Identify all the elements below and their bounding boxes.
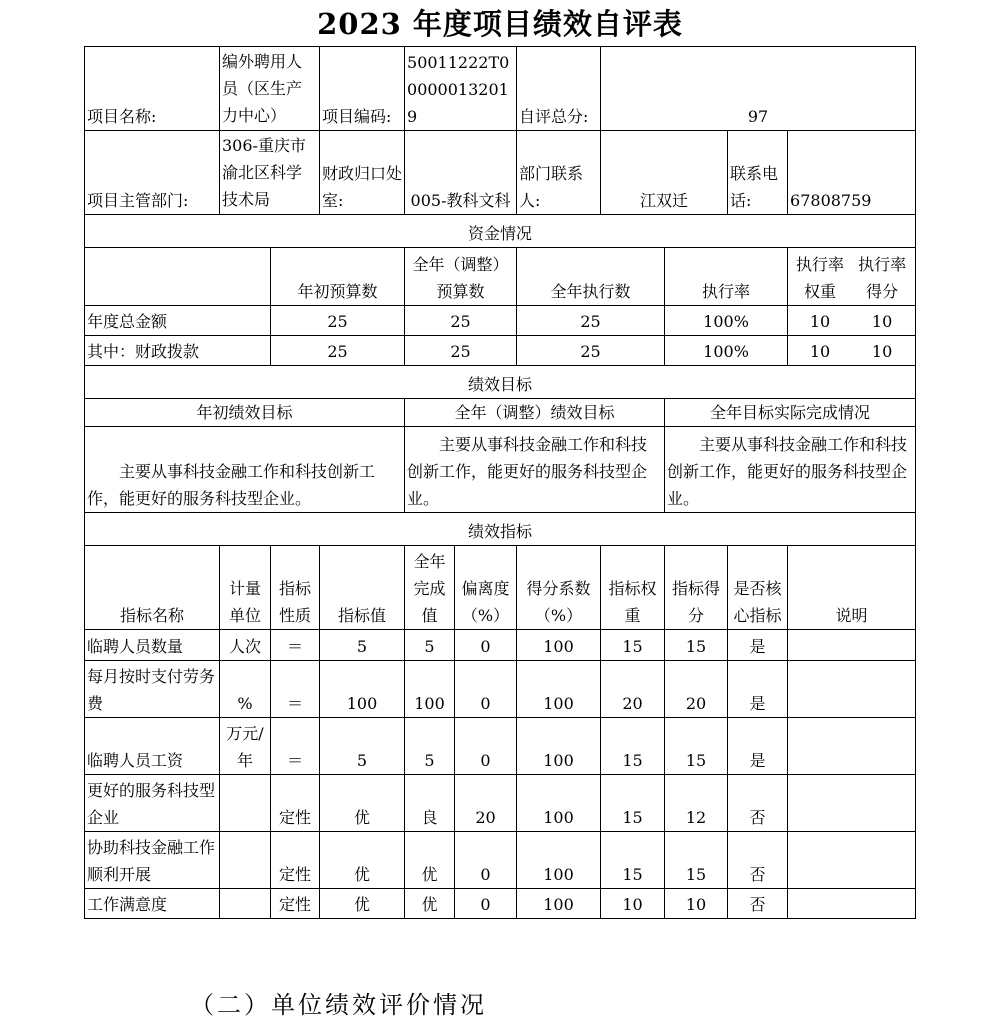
ind-unit: 万元/年: [220, 718, 271, 775]
ind-name: 更好的服务科技型企业: [85, 775, 220, 832]
goals-section-title: 绩效目标: [85, 366, 916, 399]
project-name-value: 编外聘用人员（区生产力中心）: [220, 47, 320, 131]
ind-note: [788, 630, 916, 661]
indicator-row: [85, 630, 916, 661]
ind-coef: 100: [517, 775, 601, 832]
ind-dev: 0: [455, 661, 517, 718]
funds-row-score: 10: [871, 312, 893, 331]
funds-row: [85, 306, 916, 336]
ind-dev: 0: [455, 832, 517, 889]
ind-name: 临聘人员工资: [85, 718, 220, 775]
funds-col-rate: 执行率: [665, 248, 788, 306]
funds-row-adjusted: 25: [405, 306, 517, 336]
finance-label: 财政归口处室:: [320, 131, 405, 215]
phone-value: 67808759: [788, 131, 916, 215]
goals-col-adjusted: 全年（调整）绩效目标: [405, 399, 665, 427]
funds-row-weight-score: [788, 336, 916, 366]
dept-label: 项目主管部门:: [85, 131, 220, 215]
goals-col-actual: 全年目标实际完成情况: [665, 399, 916, 427]
finance-value: 005-教科文科: [405, 131, 517, 215]
funds-col-adjusted: 全年（调整）预算数: [405, 248, 517, 306]
funds-row-weight: 10: [809, 312, 831, 331]
ind-col-dev: 偏离度（%）: [455, 546, 517, 630]
ind-nature: 定性: [271, 889, 320, 919]
ind-col-core: 是否核心指标: [728, 546, 788, 630]
ind-note: [788, 832, 916, 889]
ind-nature: 定性: [271, 775, 320, 832]
ind-dev: 20: [455, 775, 517, 832]
funds-row-score: 10: [871, 342, 893, 361]
ind-weight: 10: [601, 889, 665, 919]
ind-dev: 0: [455, 630, 517, 661]
ind-unit: [220, 832, 271, 889]
ind-core: 是: [728, 718, 788, 775]
funds-row-executed: 25: [517, 306, 665, 336]
evaluation-table: [84, 46, 916, 919]
goals-col-initial: 年初绩效目标: [85, 399, 405, 427]
ind-score: 15: [665, 718, 728, 775]
funds-row-rate: 100%: [665, 306, 788, 336]
ind-unit: %: [220, 661, 271, 718]
phone-label: 联系电话:: [728, 131, 788, 215]
ind-weight: 15: [601, 630, 665, 661]
funds-col-score: 执行率得分: [858, 255, 907, 301]
ind-nature: ＝: [271, 661, 320, 718]
ind-core: 是: [728, 630, 788, 661]
funds-row-executed: 25: [517, 336, 665, 366]
ind-col-name: 指标名称: [85, 546, 220, 630]
ind-name: 每月按时支付劳务费: [85, 661, 220, 718]
funds-row-rate: 100%: [665, 336, 788, 366]
ind-value: 5: [320, 630, 405, 661]
score-label: 自评总分:: [517, 47, 601, 131]
funds-col-weight: 执行率权重: [796, 255, 845, 301]
ind-col-value: 指标值: [320, 546, 405, 630]
ind-done: 优: [405, 832, 455, 889]
funds-row-adjusted: 25: [405, 336, 517, 366]
score-value: 97: [601, 47, 916, 131]
indicator-row: [85, 832, 916, 889]
ind-coef: 100: [517, 832, 601, 889]
ind-col-nature: 指标性质: [271, 546, 320, 630]
project-code-value: 50011222T000000132019: [405, 47, 517, 131]
funds-col-executed: 全年执行数: [517, 248, 665, 306]
ind-name: 协助科技金融工作顺利开展: [85, 832, 220, 889]
ind-value: 100: [320, 661, 405, 718]
ind-col-unit: 计量单位: [220, 546, 271, 630]
ind-value: 优: [320, 832, 405, 889]
ind-score: 10: [665, 889, 728, 919]
ind-weight: 15: [601, 775, 665, 832]
funds-row-weight-score: [788, 306, 916, 336]
ind-weight: 20: [601, 661, 665, 718]
ind-unit: 人次: [220, 630, 271, 661]
ind-score: 20: [665, 661, 728, 718]
funds-row-weight: 10: [809, 342, 831, 361]
funds-col-weight-score: [788, 248, 916, 306]
ind-nature: 定性: [271, 832, 320, 889]
ind-dev: 0: [455, 889, 517, 919]
indicators-section-title: 绩效指标: [85, 513, 916, 546]
ind-core: 否: [728, 889, 788, 919]
ind-col-coef: 得分系数（%）: [517, 546, 601, 630]
ind-note: [788, 775, 916, 832]
ind-unit: [220, 775, 271, 832]
ind-col-score: 指标得分: [665, 546, 728, 630]
ind-coef: 100: [517, 661, 601, 718]
dept-value: 306-重庆市渝北区科学技术局: [220, 131, 320, 215]
funds-row: [85, 336, 916, 366]
indicator-row: [85, 718, 916, 775]
ind-value: 优: [320, 775, 405, 832]
goals-initial-text: 主要从事科技金融工作和科技创新工作，能更好的服务科技型企业。: [85, 427, 405, 513]
ind-coef: 100: [517, 630, 601, 661]
ind-value: 优: [320, 889, 405, 919]
ind-value: 5: [320, 718, 405, 775]
ind-score: 15: [665, 630, 728, 661]
indicator-row: [85, 889, 916, 919]
ind-weight: 15: [601, 832, 665, 889]
funds-row-label: 年度总金额: [85, 306, 271, 336]
ind-name: 工作满意度: [85, 889, 220, 919]
goals-actual-text: 主要从事科技金融工作和科技创新工作，能更好的服务科技型企业。: [665, 427, 916, 513]
page-title: 2023 年度项目绩效自评表: [317, 7, 683, 41]
ind-done: 5: [405, 630, 455, 661]
contact-label: 部门联系人:: [517, 131, 601, 215]
ind-nature: ＝: [271, 630, 320, 661]
ind-coef: 100: [517, 718, 601, 775]
ind-note: [788, 661, 916, 718]
ind-col-weight: 指标权重: [601, 546, 665, 630]
goals-adjusted-text: 主要从事科技金融工作和科技创新工作，能更好的服务科技型企业。: [405, 427, 665, 513]
funds-row-label: 其中：财政拨款: [85, 336, 271, 366]
ind-unit: [220, 889, 271, 919]
contact-value: 江双迁: [601, 131, 728, 215]
funds-row-initial: 25: [271, 336, 405, 366]
ind-col-done: 全年完成值: [405, 546, 455, 630]
indicator-row: [85, 661, 916, 718]
funds-row-initial: 25: [271, 306, 405, 336]
ind-col-note: 说明: [788, 546, 916, 630]
ind-core: 否: [728, 775, 788, 832]
indicator-row: [85, 775, 916, 832]
ind-done: 优: [405, 889, 455, 919]
ind-score: 15: [665, 832, 728, 889]
ind-dev: 0: [455, 718, 517, 775]
ind-core: 否: [728, 832, 788, 889]
ind-coef: 100: [517, 889, 601, 919]
funds-section-title: 资金情况: [85, 215, 916, 248]
ind-note: [788, 889, 916, 919]
ind-name: 临聘人员数量: [85, 630, 220, 661]
project-name-label: 项目名称:: [85, 47, 220, 131]
ind-done: 100: [405, 661, 455, 718]
ind-note: [788, 718, 916, 775]
ind-score: 12: [665, 775, 728, 832]
section-heading: （二）单位绩效评价情况: [190, 991, 487, 1019]
ind-weight: 15: [601, 718, 665, 775]
funds-col-initial: 年初预算数: [271, 248, 405, 306]
project-code-label: 项目编码:: [320, 47, 405, 131]
ind-done: 5: [405, 718, 455, 775]
ind-nature: ＝: [271, 718, 320, 775]
ind-core: 是: [728, 661, 788, 718]
funds-header-blank: [85, 248, 271, 306]
ind-done: 良: [405, 775, 455, 832]
